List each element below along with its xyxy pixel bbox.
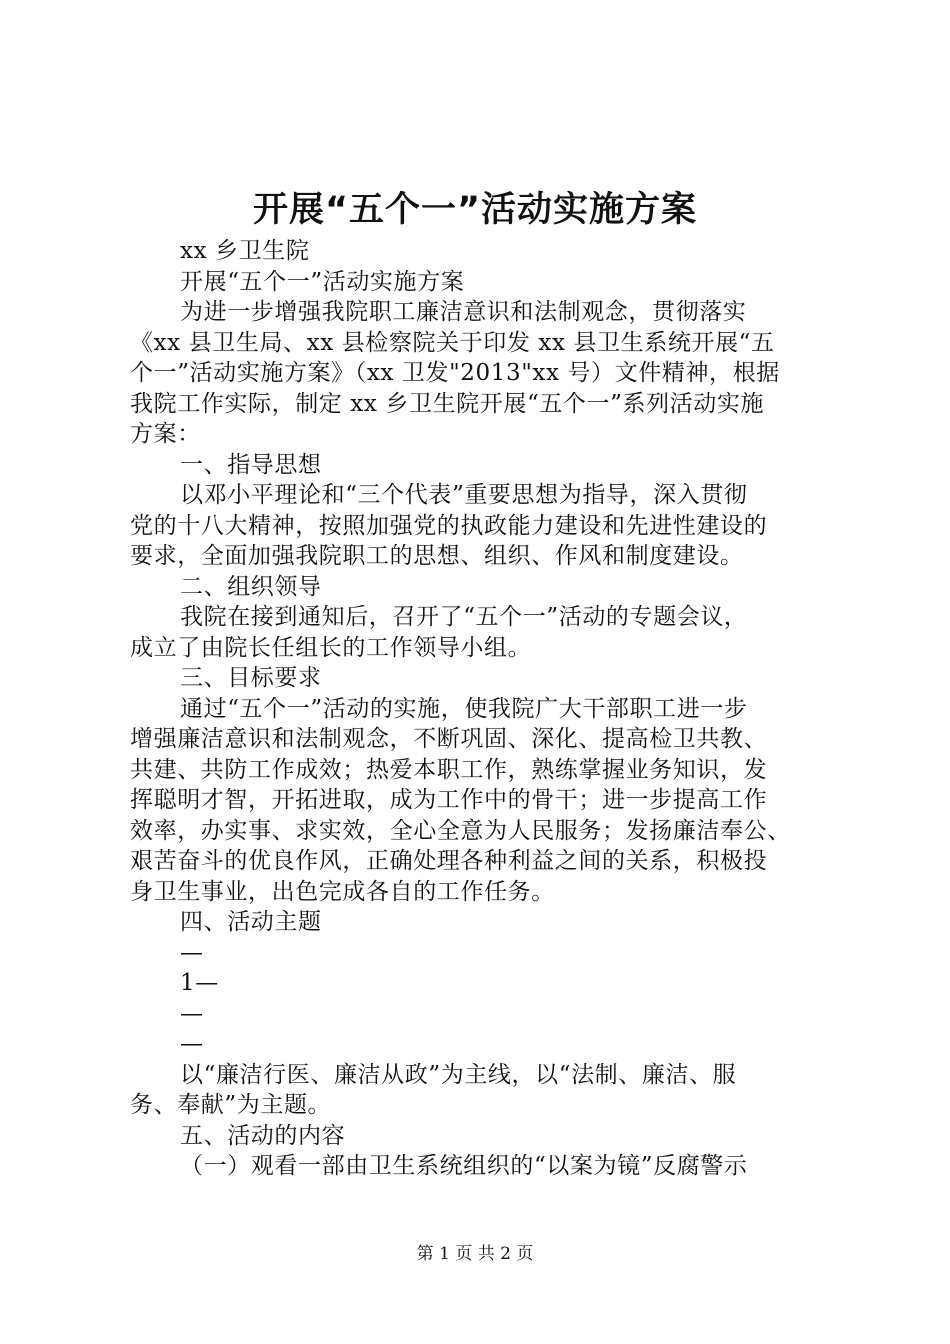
paragraph-line: 身卫生事业，出色完成各自的工作任务。	[130, 878, 555, 905]
paragraph-line: 以“廉洁行医、廉洁从政”为主线，以“法制、廉洁、服	[180, 1061, 737, 1088]
dash-line: —	[180, 1000, 204, 1027]
section-heading: 三、目标要求	[180, 665, 322, 691]
paragraph-line: 艰苦奋斗的优良作风，正确处理各种利益之间的关系，积极投	[130, 848, 768, 874]
paragraph-line: 成立了由院长任组长的工作领导小组。	[130, 634, 532, 661]
paragraph-line: 个一”活动实施方案》（xx 卫发"2013"xx 号）文件精神，根据	[130, 360, 780, 386]
paragraph-line: （一）观看一部由卫生系统组织的“以案为镜”反腐警示	[180, 1153, 748, 1179]
document-title: 开展“五个一”活动实施方案	[252, 190, 697, 230]
section-heading: 二、组织领导	[180, 573, 322, 600]
paragraph-line: 要求，全面加强我院职工的思想、组织、作风和制度建设。	[130, 543, 744, 569]
page-footer: 第 1 页 共 2 页	[416, 1244, 534, 1264]
dash-line: —	[180, 1031, 204, 1057]
section-heading: 一、指导思想	[180, 451, 322, 478]
paragraph-line: 共建、共防工作成效；热爱本职工作，熟练掌握业务知识，发	[130, 756, 768, 783]
page-number-artifact: 1—	[180, 970, 219, 996]
paragraph-line: 效率，办实事、求实效，全心全意为人民服务；发扬廉洁奉公、	[130, 817, 791, 844]
paragraph-line: 通过“五个一”活动的实施，使我院广大干部职工进一步	[180, 695, 748, 722]
document-body	[130, 236, 830, 1182]
paragraph-line: 我院在接到通知后，召开了“五个一”活动的专题会议，	[180, 604, 748, 630]
section-heading: 四、活动主题	[180, 909, 322, 935]
paragraph-line: 为进一步增强我院职工廉洁意识和法制观念，贯彻落实	[180, 299, 747, 325]
dash-line: —	[180, 939, 204, 966]
paragraph-line: 挥聪明才智，开拓进取，成为工作中的骨干；进一步提高工作	[130, 787, 768, 813]
subtitle-line: 开展“五个一”活动实施方案	[180, 268, 465, 295]
paragraph-line: 我院工作实际，制定 xx 乡卫生院开展“五个一”系列活动实施	[130, 390, 765, 417]
paragraph-line: 《xx 县卫生局、xx 县检察院关于印发 xx 县卫生系统开展“五	[130, 329, 775, 356]
paragraph-line: 增强廉洁意识和法制观念，不断巩固、深化、提高检卫共教、	[130, 726, 768, 752]
paragraph-line: 方案：	[130, 421, 201, 447]
paragraph-line: 党的十八大精神，按照加强党的执政能力建设和先进性建设的	[130, 512, 768, 539]
paragraph-line: 以邓小平理论和“三个代表”重要思想为指导，深入贯彻	[180, 482, 748, 508]
paragraph-line: 务、奉献”为主题。	[130, 1092, 332, 1118]
org-name-line: xx 乡卫生院	[180, 238, 310, 264]
section-heading: 五、活动的内容	[180, 1122, 346, 1149]
